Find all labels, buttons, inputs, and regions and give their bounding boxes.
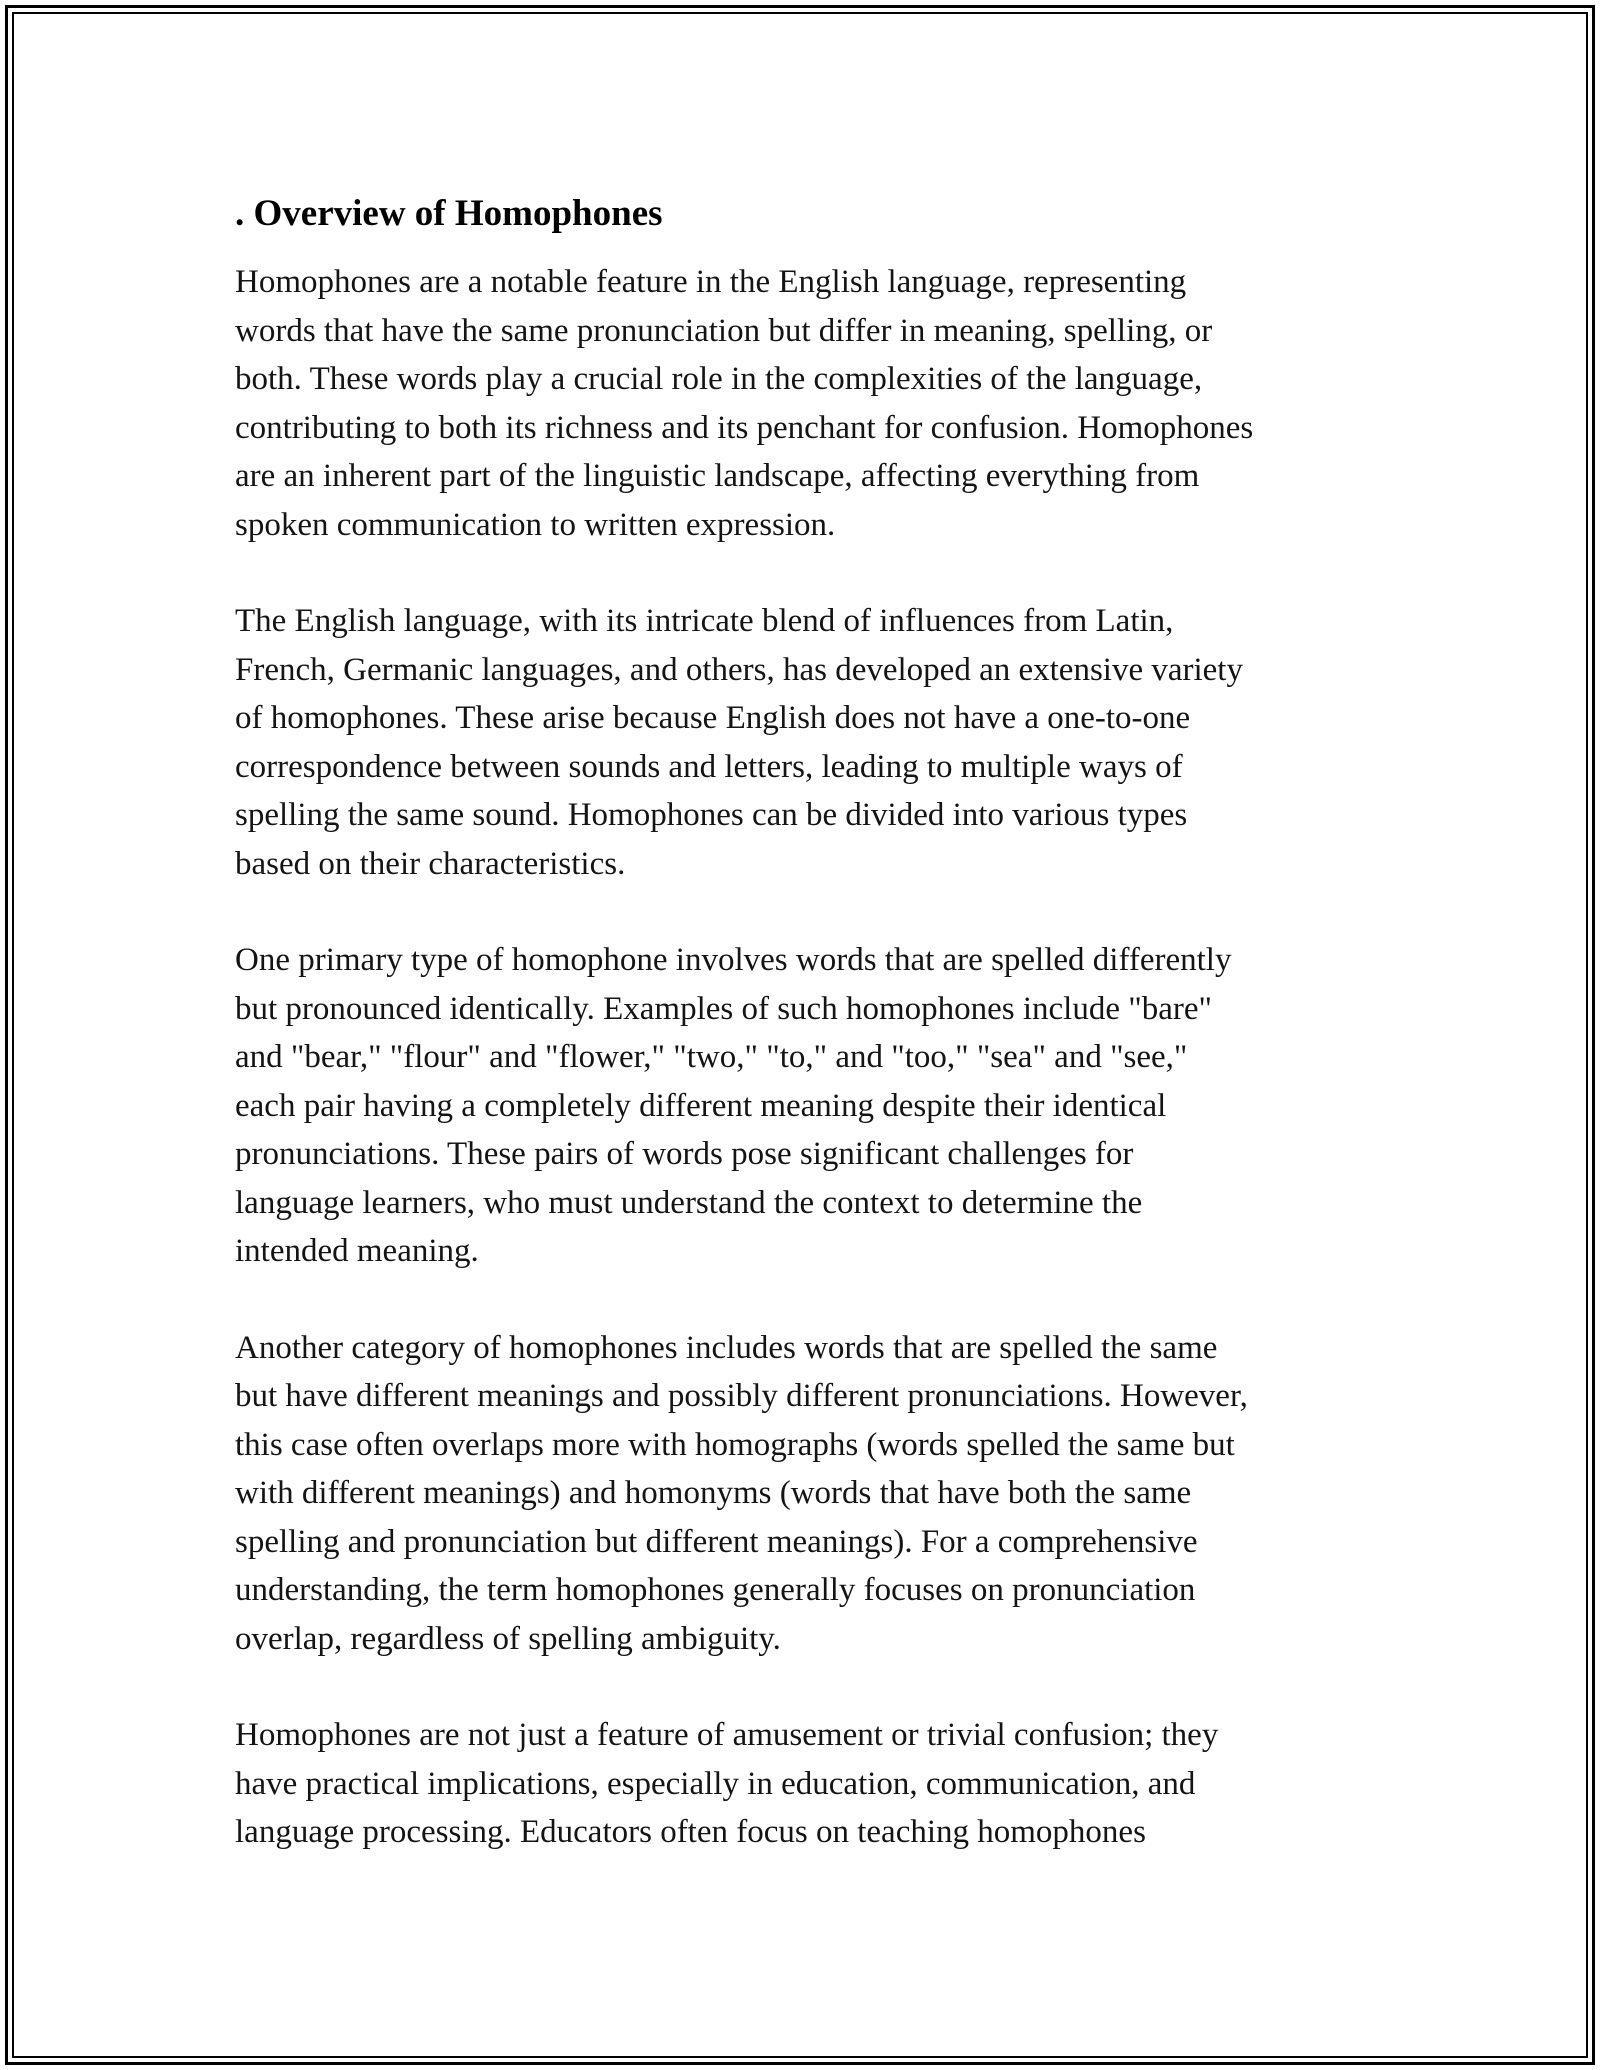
text-line: but have different meanings and possibly different pronunciations. However, xyxy=(235,1378,1248,1414)
text-line: are an inherent part of the linguistic landscape, affecting everything from xyxy=(235,458,1200,494)
text-line: One primary type of homophone involves words that are spelled differently xyxy=(235,942,1232,978)
text-line: language learners, who must understand the context to determine the xyxy=(235,1184,1143,1221)
text-line: but pronounced identically. Examples of such homophones include "bare" xyxy=(235,990,1212,1027)
text-line: intended meaning. xyxy=(235,1233,479,1269)
paragraph-4 xyxy=(235,1324,1375,1664)
paragraph-5 xyxy=(235,1711,1375,1857)
paragraph-3 xyxy=(235,936,1375,1276)
text-line: spelling and pronunciation but different meanings). For a comprehensive xyxy=(235,1523,1198,1560)
text-line: based on their characteristics. xyxy=(235,845,626,882)
text-line: of homophones. These arise because English does not have a one-to-one xyxy=(235,700,1191,736)
text-line: with different meanings) and homonyms (words that have both the same xyxy=(235,1475,1192,1511)
text-line: correspondence between sounds and letters, leading to multiple ways of xyxy=(235,748,1183,785)
text-line: each pair having a completely different meaning despite their identical xyxy=(235,1087,1167,1124)
paragraph-2 xyxy=(235,597,1375,888)
text-line: French, Germanic languages, and others, has developed an extensive variety xyxy=(235,651,1243,688)
text-line: Another category of homophones includes words that are spelled the same xyxy=(235,1329,1218,1366)
text-line: both. These words play a crucial role in the complexities of the language, xyxy=(235,361,1203,397)
text-line: Homophones are not just a feature of amusement or trivial confusion; they xyxy=(235,1717,1219,1753)
text-line: spoken communication to written expression. xyxy=(235,506,836,543)
text-line: spelling the same sound. Homophones can be divided into various types xyxy=(235,797,1188,833)
paragraph-1 xyxy=(235,258,1375,549)
text-line: pronunciations. These pairs of words pose significant challenges for xyxy=(235,1136,1134,1172)
text-line: words that have the same pronunciation but differ in meaning, spelling, or xyxy=(235,312,1213,349)
text-line: this case often overlaps more with homographs (words spelled the same but xyxy=(235,1426,1235,1463)
text-line: overlap, regardless of spelling ambiguity. xyxy=(235,1620,781,1657)
text-line: and "bear," "flour" and "flower," "two," "to," and "too," "sea" and "see," xyxy=(235,1039,1188,1075)
text-line: contributing to both its richness and its penchant for confusion. Homophones xyxy=(235,409,1254,446)
section-heading: . Overview of Homophones xyxy=(235,193,663,234)
text-line: The English language, with its intricate blend of influences from Latin, xyxy=(235,603,1174,639)
text-line: have practical implications, especially in education, communication, and xyxy=(235,1765,1196,1802)
document-body xyxy=(235,186,1375,1905)
text-line: Homophones are a notable feature in the English language, representing xyxy=(235,264,1187,300)
text-line: understanding, the term homophones generally focuses on pronunciation xyxy=(235,1572,1196,1608)
text-line: language processing. Educators often focus on teaching homophones xyxy=(235,1814,1146,1850)
